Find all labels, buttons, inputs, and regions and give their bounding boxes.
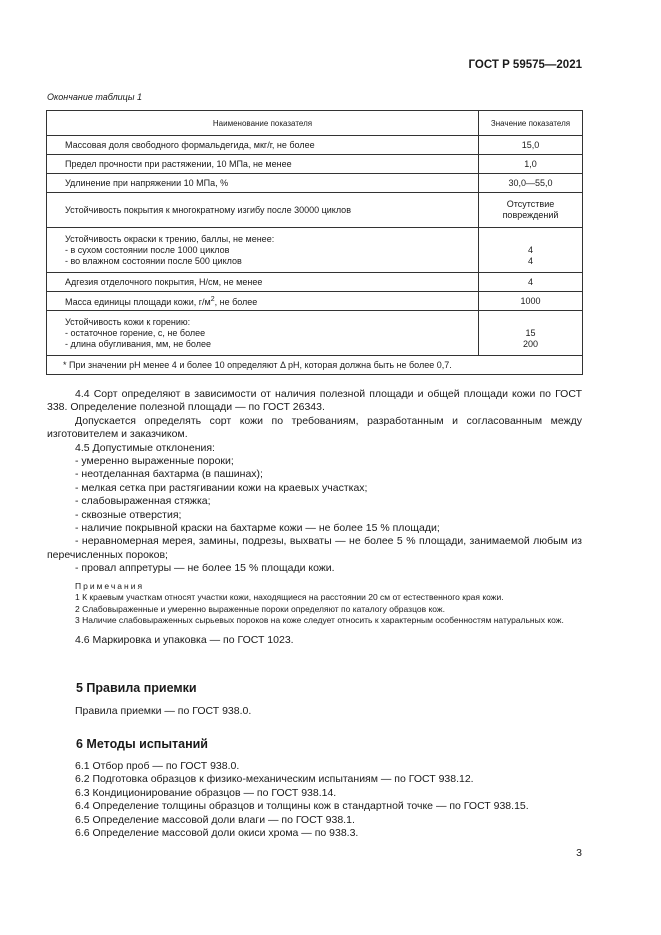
column-header-value: Значение показателя: [479, 111, 583, 136]
row-name: [47, 228, 479, 273]
list-item: 6.5 Определение массовой доли влаги — по ГОСТ 938.1.: [75, 813, 355, 826]
row-name-main: Устойчивость кожи к горению:: [65, 316, 191, 327]
row-name-prefix: Масса единицы площади кожи, г/м: [65, 297, 211, 307]
clause-4-4-to-4-6: [47, 388, 582, 647]
list-item: - провал аппретуры — не более 15 % площади кожи.: [75, 562, 335, 575]
table-footnote: * При значении pH менее 4 и более 10 определяют Δ pH, которая должна быть не более 0,7.: [47, 356, 583, 375]
table-row: [47, 155, 583, 174]
table-row: [47, 228, 583, 273]
table-row: [47, 273, 583, 292]
row-sub-item: - во влажном состоянии после 500 циклов: [65, 255, 242, 266]
row-name-main: Устойчивость окраски к трению, баллы, не менее:: [65, 233, 275, 244]
row-sub-value: 15: [525, 327, 536, 338]
row-name: Предел прочности при растяжении, 10 МПа, не менее: [47, 155, 479, 174]
standard-code: ГОСТ Р 59575—2021: [468, 59, 582, 71]
row-value: 15,0: [479, 136, 583, 155]
list-item: - сквозные отверстия;: [75, 508, 182, 521]
page-number: 3: [576, 847, 582, 859]
table-footnote-row: [47, 356, 583, 375]
table-header-row: [47, 111, 583, 136]
list-item: - неравномерная мерея, замины, подрезы, выхваты — не более 5 % площади, занимаемой любым из перечисленных пороков;: [47, 535, 582, 561]
row-value: 1000: [479, 292, 583, 311]
row-name-suffix: , не более: [214, 297, 258, 307]
row-name-superscript: 2: [210, 296, 215, 303]
list-item: 6.6 Определение массовой доли окиси хрома — по 938.3.: [75, 827, 359, 840]
list-item: 6.2 Подготовка образцов к физико-механическим испытаниям — по ГОСТ 938.12.: [75, 773, 474, 786]
note-1: 1 К краевым участкам относят участки кожи, находящиеся на расстоянии 20 см от естественного края кожи.: [75, 592, 504, 603]
row-sub-value: 200: [522, 338, 539, 349]
column-header-name: Наименование показателя: [47, 111, 479, 136]
list-item: - умеренно выраженные пороки;: [75, 455, 234, 468]
properties-table: [46, 110, 583, 375]
row-sub-value: 4: [527, 255, 533, 266]
row-value: 30,0—55,0: [479, 174, 583, 193]
row-value: [479, 228, 583, 273]
list-item: - мелкая сетка при растягивании кожи на краевых участках;: [75, 481, 368, 494]
notes-header: Примечания: [75, 580, 145, 591]
list-item: - наличие покрывной краски на бахтарме кожи — не более 15 % площади;: [75, 522, 440, 535]
section-5-text: Правила приемки — по ГОСТ 938.0.: [75, 705, 252, 717]
row-name: [47, 292, 479, 311]
list-item: - слабовыраженная стяжка;: [75, 495, 211, 508]
list-item: - неотделанная бахтарма (в пашинах);: [75, 468, 263, 481]
row-name: Удлинение при напряжении 10 МПа, %: [47, 174, 479, 193]
section-6-title: 6 Методы испытаний: [76, 737, 208, 751]
row-name: [47, 311, 479, 356]
note-2: 2 Слабовыраженные и умеренно выраженные пороки определяют по каталогу образцов кож.: [75, 603, 445, 614]
row-value-line: Отсутствие: [506, 199, 555, 209]
row-sub-item: - длина обугливания, мм, не более: [65, 338, 211, 349]
row-name: Устойчивость покрытия к многократному изгибу после 30000 циклов: [47, 193, 479, 228]
list-item: 6.3 Кондиционирование образцов — по ГОСТ 938.14.: [75, 786, 337, 799]
table-row: [47, 136, 583, 155]
row-value: [479, 311, 583, 356]
row-sub-item: - остаточное горение, с, не более: [65, 327, 206, 338]
paragraph-4-4: 4.4 Сорт определяют в зависимости от наличия полезной площади и общей площади кожи по ГОСТ 338. Определение полезной площади — по ГОСТ 26343.: [47, 388, 582, 414]
list-item: 6.4 Определение толщины образцов и толщины кож в стандартной точке — по ГОСТ 938.15.: [75, 800, 529, 813]
table-continuation-caption: Окончание таблицы 1: [47, 92, 142, 102]
row-value: [479, 193, 583, 228]
row-value-line: повреждений: [502, 210, 559, 220]
table-row: [47, 311, 583, 356]
note-3: 3 Наличие слабовыраженных сырьевых пороков на коже следует относить к характерным особенностям натуральных кож.: [75, 615, 564, 626]
paragraph-4-4-sorting: Допускается определять сорт кожи по требованиям, разработанным и согласованным между изготовителем и заказчиком.: [47, 414, 582, 441]
table-row: [47, 174, 583, 193]
row-name: Массовая доля свободного формальдегида, мкг/г, не более: [47, 136, 479, 155]
notes-block: [47, 581, 582, 627]
table-row: [47, 292, 583, 311]
row-sub-item: - в сухом состоянии после 1000 циклов: [65, 244, 230, 255]
section-5-title: 5 Правила приемки: [76, 681, 197, 695]
table-row: [47, 193, 583, 228]
paragraph-4-5: 4.5 Допустимые отклонения:: [75, 441, 215, 454]
paragraph-4-6: 4.6 Маркировка и упаковка — по ГОСТ 1023.: [75, 633, 294, 646]
row-name: Адгезия отделочного покрытия, Н/см, не менее: [47, 273, 479, 292]
row-sub-value: 4: [527, 244, 533, 255]
row-value: 4: [479, 273, 583, 292]
row-value: 1,0: [479, 155, 583, 174]
section-6-list: [47, 760, 582, 840]
list-item: 6.1 Отбор проб — по ГОСТ 938.0.: [75, 760, 240, 772]
